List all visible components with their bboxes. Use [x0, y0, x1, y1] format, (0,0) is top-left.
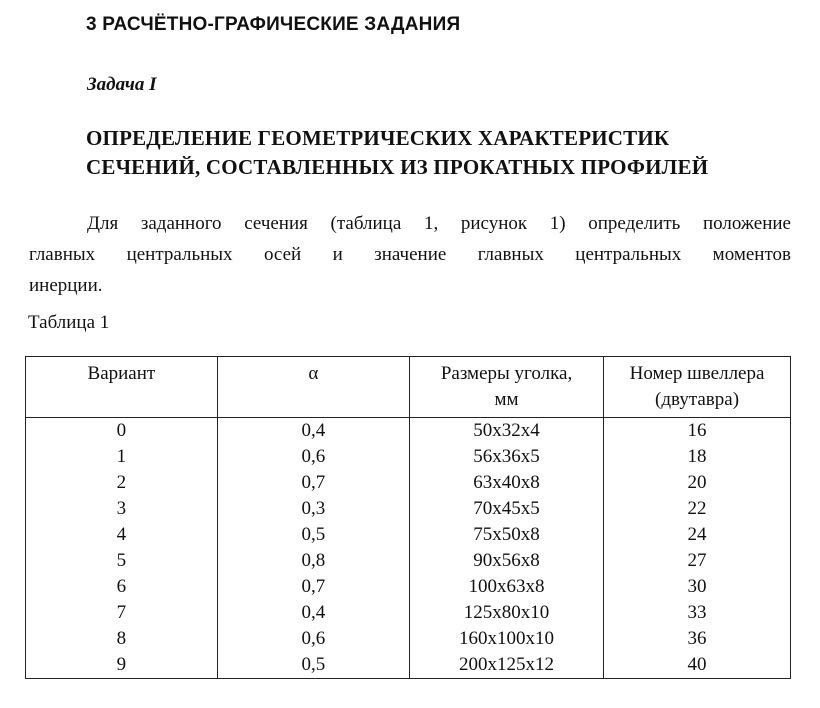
header-angle-size-line-1: Размеры уголка,: [440, 363, 573, 384]
cell-angle-size: 50x32x4: [410, 418, 604, 445]
cell-angle-size: 200x125x12: [410, 652, 604, 679]
cell-alpha: 0,6: [217, 626, 409, 652]
table-row: [26, 652, 791, 679]
table-header-row: [26, 357, 791, 418]
cell-angle-size: 125x80x10: [410, 600, 604, 626]
cell-variant: 9: [26, 652, 218, 679]
variants-table: [25, 356, 791, 679]
header-variant: [26, 357, 218, 418]
table-row: [26, 548, 791, 574]
cell-angle-size: 56x36x5: [410, 444, 604, 470]
section-heading: 3 РАСЧЁТНО-ГРАФИЧЕСКИЕ ЗАДАНИЯ: [86, 14, 461, 35]
cell-alpha: 0,7: [217, 470, 409, 496]
table-row: [26, 444, 791, 470]
cell-angle-size: 75x50x8: [410, 522, 604, 548]
cell-variant: 3: [26, 496, 218, 522]
cell-angle-size: 63x40x8: [410, 470, 604, 496]
cell-angle-size: 160x100x10: [410, 626, 604, 652]
cell-variant: 7: [26, 600, 218, 626]
cell-channel-number: 18: [604, 444, 791, 470]
task-description-line-1: Для заданного сечения (таблица 1, рисунок 1) определить положение: [87, 213, 791, 234]
cell-channel-number: 22: [604, 496, 791, 522]
table-row: [26, 418, 791, 445]
task-label: Задача I: [87, 74, 157, 95]
table-row: [26, 496, 791, 522]
task-title-line-2: СЕЧЕНИЙ, СОСТАВЛЕННЫХ ИЗ ПРОКАТНЫХ ПРОФИЛЕЙ: [86, 155, 709, 179]
cell-alpha: 0,6: [217, 444, 409, 470]
header-angle-size: [410, 357, 604, 418]
header-alpha: [217, 357, 409, 418]
cell-variant: 1: [26, 444, 218, 470]
header-channel-number-line-1: Номер швеллера: [629, 363, 765, 384]
table-row: [26, 626, 791, 652]
cell-variant: 8: [26, 626, 218, 652]
cell-angle-size: 90x56x8: [410, 548, 604, 574]
cell-channel-number: 20: [604, 470, 791, 496]
cell-channel-number: 30: [604, 574, 791, 600]
cell-alpha: 0,5: [217, 522, 409, 548]
table-row: [26, 574, 791, 600]
header-angle-size-line-2: мм: [494, 389, 519, 410]
cell-channel-number: 27: [604, 548, 791, 574]
cell-alpha: 0,4: [217, 418, 409, 445]
table-row: [26, 470, 791, 496]
cell-alpha: 0,8: [217, 548, 409, 574]
cell-variant: 6: [26, 574, 218, 600]
cell-angle-size: 70x45x5: [410, 496, 604, 522]
cell-channel-number: 40: [604, 652, 791, 679]
task-description-line-2: главных центральных осей и значение главных центральных моментов: [29, 244, 791, 265]
cell-variant: 2: [26, 470, 218, 496]
cell-alpha: 0,3: [217, 496, 409, 522]
table-row: [26, 600, 791, 626]
cell-variant: 5: [26, 548, 218, 574]
cell-variant: 0: [26, 418, 218, 445]
task-description: [29, 208, 791, 301]
task-description-line-3: инерции.: [29, 275, 103, 296]
cell-alpha: 0,7: [217, 574, 409, 600]
task-title-line-1: ОПРЕДЕЛЕНИЕ ГЕОМЕТРИЧЕСКИХ ХАРАКТЕРИСТИК: [86, 126, 670, 150]
cell-alpha: 0,4: [217, 600, 409, 626]
cell-channel-number: 33: [604, 600, 791, 626]
table-row: [26, 522, 791, 548]
table-caption: Таблица 1: [28, 312, 110, 333]
header-channel-number: [604, 357, 791, 418]
header-alpha-label: α: [308, 363, 319, 384]
task-title: [86, 124, 708, 182]
cell-channel-number: 36: [604, 626, 791, 652]
cell-channel-number: 16: [604, 418, 791, 445]
cell-angle-size: 100x63x8: [410, 574, 604, 600]
header-variant-label: Вариант: [87, 363, 156, 384]
cell-alpha: 0,5: [217, 652, 409, 679]
cell-channel-number: 24: [604, 522, 791, 548]
cell-variant: 4: [26, 522, 218, 548]
header-channel-number-line-2: (двутавра): [655, 389, 740, 410]
